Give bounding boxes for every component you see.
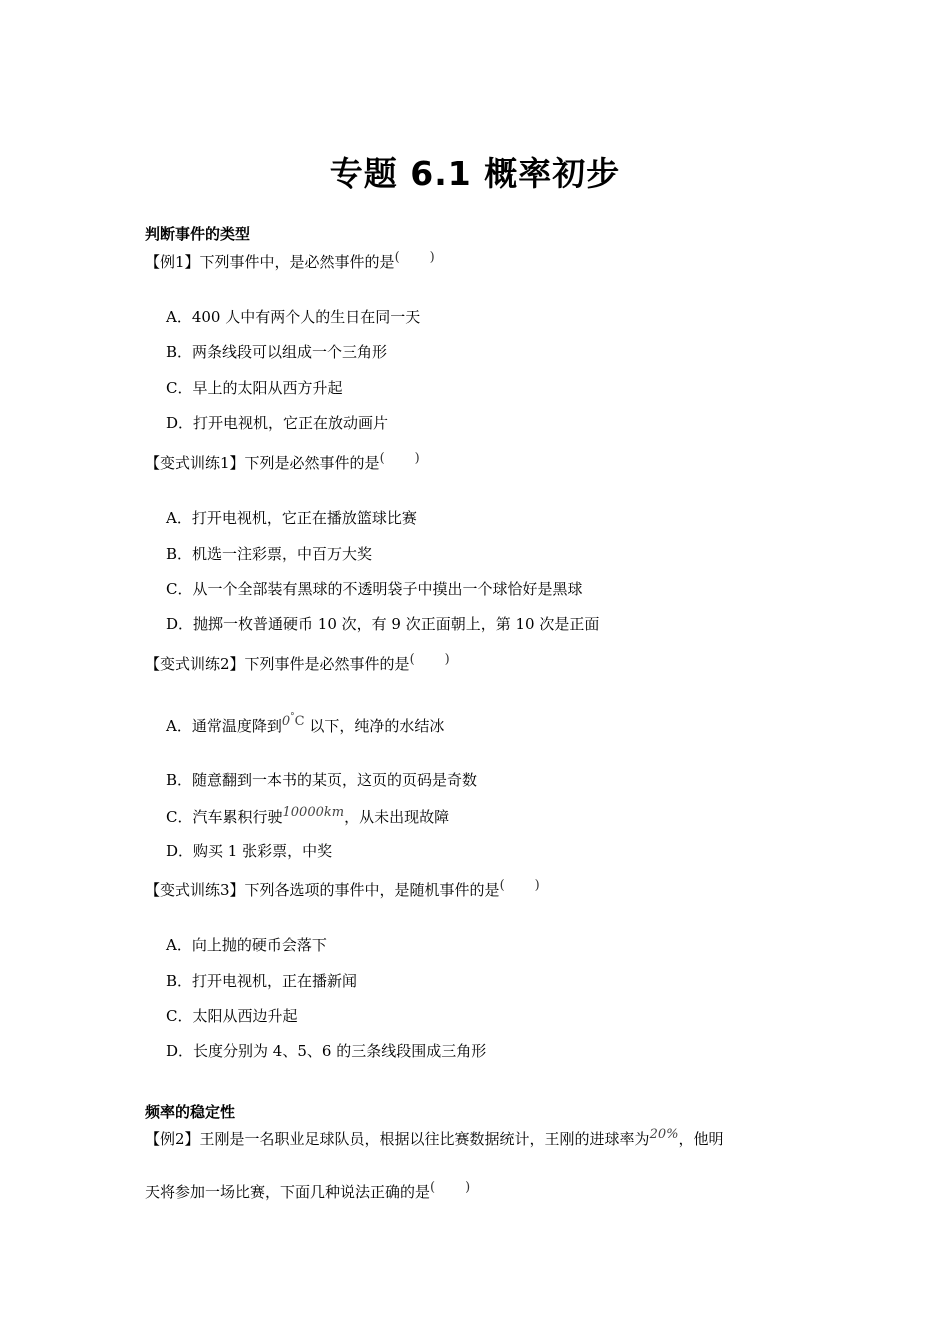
example-1-question [145, 250, 435, 272]
variant-2-question: 【变式训练2】下列事件是必然事件的是( ) [145, 652, 450, 673]
variant-3-option-a: A．向上抛的硬币会落下 [166, 936, 327, 954]
example-1-option-c: C．早上的太阳从西方升起 [166, 379, 343, 397]
variant-1-option-c: C．从一个全部装有黑球的不透明袋子中摸出一个球恰好是黑球 [166, 580, 583, 598]
variant-2-option-d: D．购买 1 张彩票，中奖 [166, 842, 333, 860]
distance-math: 10000km [282, 805, 345, 820]
variant-2-stem: 下列事件是必然事件的是 [244, 655, 410, 673]
variant-3-stem: 下列各选项的事件中，是随机事件的是 [244, 881, 500, 899]
variant-3-option-b: B．打开电视机，正在播新闻 [166, 972, 358, 990]
variant-3-option-c: C．太阳从西边升起 [166, 1007, 298, 1025]
section-heading-event-types: 判断事件的类型 [145, 225, 251, 243]
variant-2-tag: 【变式训练2】 [145, 655, 245, 673]
example-1-option-b: B．两条线段可以组成一个三角形 [166, 343, 388, 361]
variant-2-option-a: A．通常温度降到0°C 以下，纯净的水结冰 [166, 712, 445, 735]
example-2-tag: 【例2】 [145, 1130, 200, 1148]
variant-1-stem: 下列是必然事件的是 [244, 454, 380, 472]
variant-3-question: 【变式训练3】下列各选项的事件中，是随机事件的是( ) [145, 878, 540, 899]
variant-1-tag: 【变式训练1】 [145, 454, 245, 472]
variant-1-option-b: B．机选一注彩票，中百万大奖 [166, 545, 373, 563]
example-1-option-a: A．400 人中有两个人的生日在同一天 [166, 308, 421, 326]
example-2-question-line-1: 【例2】王刚是一名职业足球队员，根据以往比赛数据统计，王刚的进球率为20%，他明 [145, 1127, 724, 1148]
variant-1-option-d: D．抛掷一枚普通硬币 10 次，有 9 次正面朝上，第 10 次是正面 [166, 615, 600, 633]
answer-paren-open: ( [394, 250, 400, 265]
variant-1-option-a: A．打开电视机，它正在播放篮球比赛 [166, 509, 417, 527]
example-1-option-d: D．打开电视机，它正在放动画片 [166, 414, 389, 432]
variant-2-option-b: B．随意翻到一本书的某页，这页的页码是奇数 [166, 771, 478, 789]
variant-3-tag: 【变式训练3】 [145, 881, 245, 899]
example-1-tag: 【例1】 [145, 253, 200, 271]
example-2-question-line-2: 天将参加一场比赛，下面几种说法正确的是( ) [145, 1180, 471, 1201]
answer-paren-close: ) [429, 250, 435, 265]
temperature-math: 0 [281, 714, 291, 729]
variant-2-option-c: C．汽车累积行驶10000km，从未出现故障 [166, 805, 450, 826]
page-title: 专题 6.1 概率初步 [329, 154, 621, 193]
section-heading-frequency-stability: 频率的稳定性 [145, 1103, 236, 1121]
variant-3-option-d: D．长度分别为 4、5、6 的三条线段围成三角形 [166, 1042, 487, 1060]
percent-math: 20% [649, 1127, 679, 1142]
variant-1-question: 【变式训练1】下列是必然事件的是( ) [145, 451, 420, 472]
example-1-stem: 下列事件中，是必然事件的是 [199, 253, 395, 271]
